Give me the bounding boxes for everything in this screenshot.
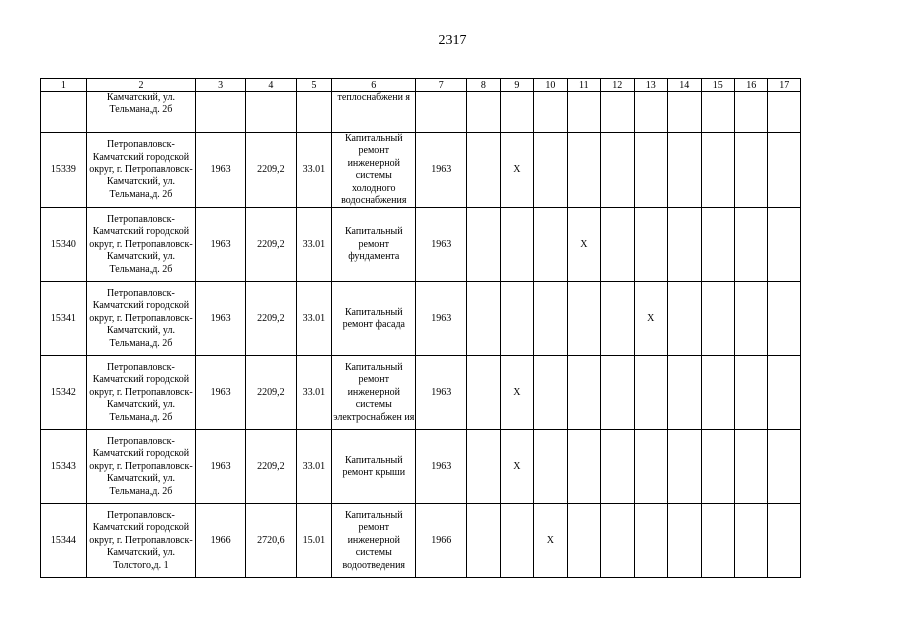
column-number-10: 10 [534, 79, 567, 92]
cell-c8 [467, 92, 500, 133]
cell-work: Капитальный ремонт фундамента [332, 208, 416, 282]
cell-code: 33.01 [296, 282, 332, 356]
column-number-15: 15 [701, 79, 734, 92]
cell-c9 [500, 282, 533, 356]
column-number-11: 11 [567, 79, 600, 92]
table-row [41, 208, 801, 282]
column-number-16: 16 [734, 79, 767, 92]
cell-c11 [567, 92, 600, 133]
cell-c17 [768, 282, 801, 356]
column-number-13: 13 [634, 79, 667, 92]
cell-address: Петропавловск-Камчатский городской округ, г. Петропавловск-Камчатский, ул. Тельмана,д. 2б [86, 430, 196, 504]
cell-c12 [601, 430, 634, 504]
cell-address: Петропавловск-Камчатский городской округ, г. Петропавловск-Камчатский, ул. Тельмана,д. 2б [86, 282, 196, 356]
cell-address: Петропавловск-Камчатский городской округ, г. Петропавловск-Камчатский, ул. Тельмана,д. 2б [86, 356, 196, 430]
cell-c12 [601, 133, 634, 208]
cell-area: 2209,2 [245, 208, 296, 282]
cell-c17 [768, 504, 801, 578]
cell-year-built: 1963 [196, 133, 246, 208]
cell-year-built: 1963 [196, 430, 246, 504]
page-number: 2317 [438, 33, 467, 48]
cell-c14 [668, 133, 701, 208]
cell-c10 [534, 133, 567, 208]
cell-c10: X [534, 504, 567, 578]
cell-work: Капитальный ремонт крыши [332, 430, 416, 504]
cell-c10 [534, 92, 567, 133]
cell-c15 [701, 133, 734, 208]
cell-id: 15341 [41, 282, 87, 356]
cell-c14 [668, 504, 701, 578]
cell-c11: X [567, 208, 600, 282]
cell-code: 15.01 [296, 504, 332, 578]
cell-id: 15342 [41, 356, 87, 430]
cell-year: 1963 [416, 356, 467, 430]
cell-code [296, 92, 332, 133]
cell-c10 [534, 430, 567, 504]
cell-c17 [768, 430, 801, 504]
cell-c8 [467, 430, 500, 504]
table-row [41, 504, 801, 578]
cell-c17 [768, 133, 801, 208]
cell-id: 15344 [41, 504, 87, 578]
cell-c17 [768, 356, 801, 430]
cell-c16 [734, 208, 767, 282]
column-number-5: 5 [296, 79, 332, 92]
cell-area: 2209,2 [245, 430, 296, 504]
cell-c14 [668, 430, 701, 504]
cell-c11 [567, 430, 600, 504]
column-number-14: 14 [668, 79, 701, 92]
cell-c12 [601, 92, 634, 133]
cell-area [245, 92, 296, 133]
column-number-8: 8 [467, 79, 500, 92]
column-number-row [41, 79, 801, 92]
cell-c12 [601, 504, 634, 578]
cell-c9 [500, 208, 533, 282]
cell-address: Петропавловск-Камчатский городской округ, г. Петропавловск-Камчатский, ул. Тельмана,д. 2б [86, 133, 196, 208]
cell-c17 [768, 92, 801, 133]
cell-area: 2209,2 [245, 356, 296, 430]
cell-id: 15340 [41, 208, 87, 282]
register-table [40, 78, 801, 578]
cell-c13: X [634, 282, 667, 356]
column-number-7: 7 [416, 79, 467, 92]
cell-c9: X [500, 430, 533, 504]
cell-year: 1966 [416, 504, 467, 578]
table-row [41, 282, 801, 356]
cell-code: 33.01 [296, 208, 332, 282]
cell-c12 [601, 282, 634, 356]
cell-year-built: 1963 [196, 356, 246, 430]
cell-id [41, 92, 87, 133]
cell-c15 [701, 430, 734, 504]
cell-address: Камчатский, ул. Тельмана,д. 2б [86, 92, 196, 133]
table-row [41, 430, 801, 504]
cell-c16 [734, 430, 767, 504]
cell-code: 33.01 [296, 133, 332, 208]
cell-c12 [601, 208, 634, 282]
cell-year: 1963 [416, 133, 467, 208]
continuation-row [41, 92, 801, 133]
cell-c13 [634, 504, 667, 578]
cell-c11 [567, 282, 600, 356]
cell-c9 [500, 92, 533, 133]
cell-c16 [734, 282, 767, 356]
cell-c9: X [500, 356, 533, 430]
cell-c8 [467, 282, 500, 356]
cell-area: 2720,6 [245, 504, 296, 578]
cell-code: 33.01 [296, 356, 332, 430]
column-number-1: 1 [41, 79, 87, 92]
cell-work: Капитальный ремонт фасада [332, 282, 416, 356]
column-number-9: 9 [500, 79, 533, 92]
table-row [41, 133, 801, 208]
cell-c9: X [500, 133, 533, 208]
cell-c16 [734, 133, 767, 208]
column-number-12: 12 [601, 79, 634, 92]
cell-work: Капитальный ремонт инженерной системы водоотведения [332, 504, 416, 578]
column-number-2: 2 [86, 79, 196, 92]
cell-address: Петропавловск-Камчатский городской округ, г. Петропавловск-Камчатский, ул. Толстого,д. 1 [86, 504, 196, 578]
cell-id: 15343 [41, 430, 87, 504]
cell-year [416, 92, 467, 133]
cell-c10 [534, 356, 567, 430]
cell-c13 [634, 430, 667, 504]
cell-c8 [467, 504, 500, 578]
cell-c17 [768, 208, 801, 282]
cell-work: Капитальный ремонт инженерной системы электроснабжен ия [332, 356, 416, 430]
table-row [41, 356, 801, 430]
column-number-17: 17 [768, 79, 801, 92]
cell-year: 1963 [416, 208, 467, 282]
cell-c14 [668, 356, 701, 430]
cell-c13 [634, 92, 667, 133]
cell-c14 [668, 208, 701, 282]
cell-c9 [500, 504, 533, 578]
cell-c16 [734, 356, 767, 430]
cell-c16 [734, 92, 767, 133]
cell-c10 [534, 282, 567, 356]
cell-year-built: 1963 [196, 282, 246, 356]
cell-c16 [734, 504, 767, 578]
cell-c13 [634, 133, 667, 208]
cell-code: 33.01 [296, 430, 332, 504]
cell-year-built [196, 92, 246, 133]
cell-c11 [567, 504, 600, 578]
cell-c13 [634, 356, 667, 430]
cell-c15 [701, 92, 734, 133]
cell-c15 [701, 504, 734, 578]
cell-id: 15339 [41, 133, 87, 208]
cell-c15 [701, 356, 734, 430]
cell-year-built: 1963 [196, 208, 246, 282]
cell-c15 [701, 208, 734, 282]
cell-c14 [668, 92, 701, 133]
cell-year: 1963 [416, 282, 467, 356]
cell-c8 [467, 356, 500, 430]
cell-area: 2209,2 [245, 133, 296, 208]
cell-c8 [467, 133, 500, 208]
cell-address: Петропавловск-Камчатский городской округ, г. Петропавловск-Камчатский, ул. Тельмана,д. 2б [86, 208, 196, 282]
cell-year-built: 1966 [196, 504, 246, 578]
cell-c13 [634, 208, 667, 282]
cell-c11 [567, 133, 600, 208]
column-number-3: 3 [196, 79, 246, 92]
cell-c8 [467, 208, 500, 282]
cell-c12 [601, 356, 634, 430]
cell-work: теплоснабжени я [332, 92, 416, 133]
column-number-6: 6 [332, 79, 416, 92]
cell-year: 1963 [416, 430, 467, 504]
cell-c11 [567, 356, 600, 430]
column-number-4: 4 [245, 79, 296, 92]
cell-c10 [534, 208, 567, 282]
cell-work: Капитальный ремонт инженерной системы холодного водоснабжения [332, 133, 416, 208]
cell-area: 2209,2 [245, 282, 296, 356]
cell-c14 [668, 282, 701, 356]
cell-c15 [701, 282, 734, 356]
